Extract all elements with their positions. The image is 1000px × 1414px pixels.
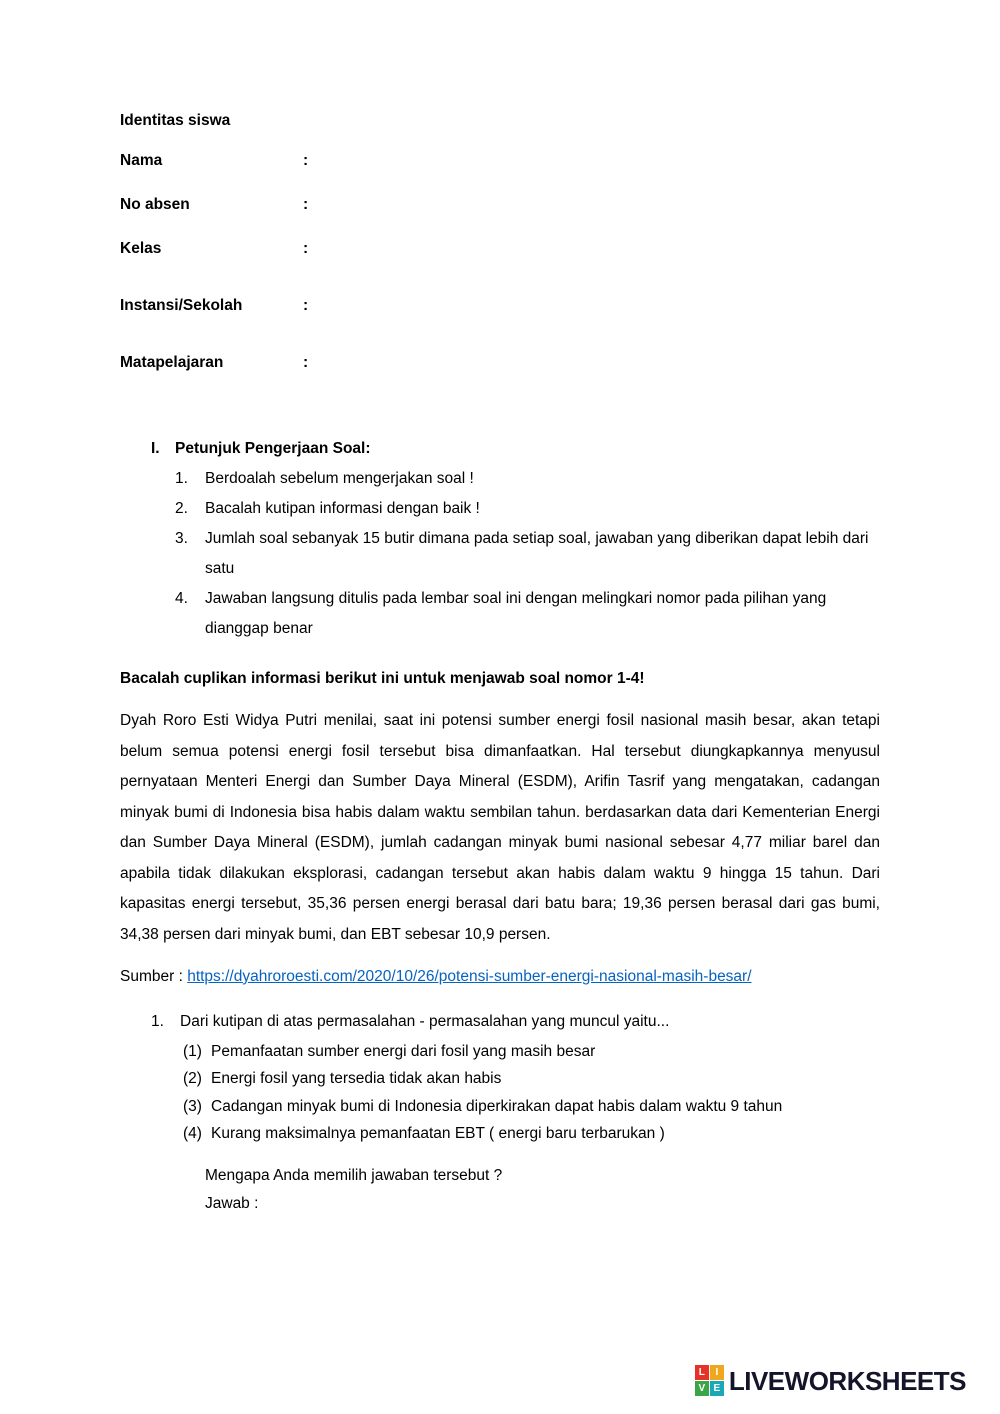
field-label-instansi: Instansi/Sekolah [120, 297, 243, 314]
answer-label: Jawab : [205, 1194, 259, 1212]
instruction-number: 4. [175, 590, 188, 607]
instruction-item [120, 494, 880, 524]
source-label: Sumber : [120, 967, 183, 985]
field-colon: : [303, 152, 309, 169]
logo-cell-i: I [710, 1365, 724, 1380]
identity-title: Identitas siswa [120, 112, 231, 129]
option-text: Cadangan minyak bumi di Indonesia diperkirakan dapat habis dalam waktu 9 tahun [211, 1097, 783, 1115]
identity-row-matapelajaran [120, 354, 880, 372]
option-text: Kurang maksimalnya pemanfaatan EBT ( energi baru terbarukan ) [211, 1125, 665, 1142]
identity-section [120, 112, 880, 372]
option-2[interactable] [120, 1065, 880, 1093]
source-row [120, 966, 880, 988]
liveworksheets-logo-icon [695, 1365, 724, 1396]
option-1[interactable] [120, 1038, 880, 1066]
instruction-text: Jumlah soal sebanyak 15 butir dimana pada setiap soal, jawaban yang diberikan dapat lebih dari satu [205, 530, 869, 577]
field-colon: : [303, 240, 309, 257]
field-label-nama: Nama [120, 152, 163, 169]
passage-heading: Bacalah cuplikan informasi berikut ini untuk menjawab soal nomor 1-4! [120, 670, 645, 687]
option-number[interactable]: (3) [183, 1097, 202, 1115]
passage-body: Dyah Roro Esti Widya Putri menilai, saat ini potensi sumber energi fosil nasional masih besar, akan tetapi belum semua potensi energi fosil tersebut bisa dimanfaatkan. Hal tersebut diungkapkannya menyusul pernyataan Menteri Energi dan Sumber Daya Mineral (ESDM), Arifin Tasrif yang mengatakan, cadangan minyak bumi di Indonesia bisa habis dalam waktu sembilan tahun. berdasarkan data dari Kementerian Energi dan Sumber Daya Mineral (ESDM), jumlah cadangan minyak bumi nasional sebesar 4,77 miliar barel dan apabila tidak dilakukan eksplorasi, cadangan tersebut akan habis dalam waktu 9 hingga 15 tahun. Dari kapasitas energi tersebut, 35,36 persen energi berasal dari batu bara; 19,36 persen berasal dari gas bumi, 34,38 persen dari minyak bumi, dan EBT sebesar 10,9 persen. [120, 712, 880, 943]
question-1-followup [120, 1162, 880, 1218]
field-colon: : [303, 297, 309, 314]
instruction-number: 1. [175, 470, 188, 487]
identity-row-no-absen [120, 196, 880, 214]
instruction-item [120, 464, 880, 494]
instruction-item [120, 524, 880, 584]
instructions-heading-number: I. [151, 440, 160, 457]
logo-cell-l: L [695, 1365, 709, 1380]
instruction-text: Bacalah kutipan informasi dengan baik ! [205, 500, 480, 517]
instruction-number: 2. [175, 500, 188, 517]
option-number[interactable]: (1) [183, 1042, 202, 1060]
option-4[interactable] [120, 1120, 880, 1148]
liveworksheets-footer [695, 1365, 966, 1396]
field-label-kelas: Kelas [120, 240, 162, 257]
identity-row-nama [120, 152, 880, 170]
option-text: Pemanfaatan sumber energi dari fosil yang masih besar [211, 1042, 596, 1060]
logo-cell-v: V [695, 1381, 709, 1396]
field-colon: : [303, 196, 309, 213]
instruction-item [120, 584, 880, 644]
source-link[interactable]: https://dyahroroesti.com/2020/10/26/potensi-sumber-energi-nasional-masih-besar/ [187, 967, 752, 985]
field-label-matapelajaran: Matapelajaran [120, 354, 224, 371]
passage-section [120, 668, 880, 988]
question-1-stem [120, 1008, 880, 1036]
option-number[interactable]: (2) [183, 1070, 202, 1087]
field-label-no-absen: No absen [120, 196, 190, 213]
identity-row-instansi [120, 297, 880, 315]
option-3[interactable] [120, 1093, 880, 1121]
liveworksheets-brand-text: LIVEWORKSHEETS [728, 1365, 966, 1396]
question-1 [120, 1008, 880, 1218]
question-1-options [120, 1038, 880, 1148]
question-text: Dari kutipan di atas permasalahan - permasalahan yang muncul yaitu... [180, 1012, 670, 1030]
instruction-text: Jawaban langsung ditulis pada lembar soal ini dengan melingkari nomor pada pilihan yang dianggap benar [205, 590, 827, 637]
identity-row-kelas [120, 240, 880, 258]
instructions-heading [120, 434, 880, 464]
option-number[interactable]: (4) [183, 1125, 202, 1142]
field-colon: : [303, 354, 309, 371]
instructions-section [120, 434, 880, 644]
instructions-heading-text: Petunjuk Pengerjaan Soal: [175, 440, 371, 457]
instruction-text: Berdoalah sebelum mengerjakan soal ! [205, 470, 474, 487]
instruction-number: 3. [175, 530, 188, 547]
followup-question: Mengapa Anda memilih jawaban tersebut ? [205, 1166, 503, 1184]
question-number: 1. [151, 1012, 164, 1030]
logo-cell-e: E [710, 1381, 724, 1396]
option-text: Energi fosil yang tersedia tidak akan habis [211, 1070, 502, 1087]
